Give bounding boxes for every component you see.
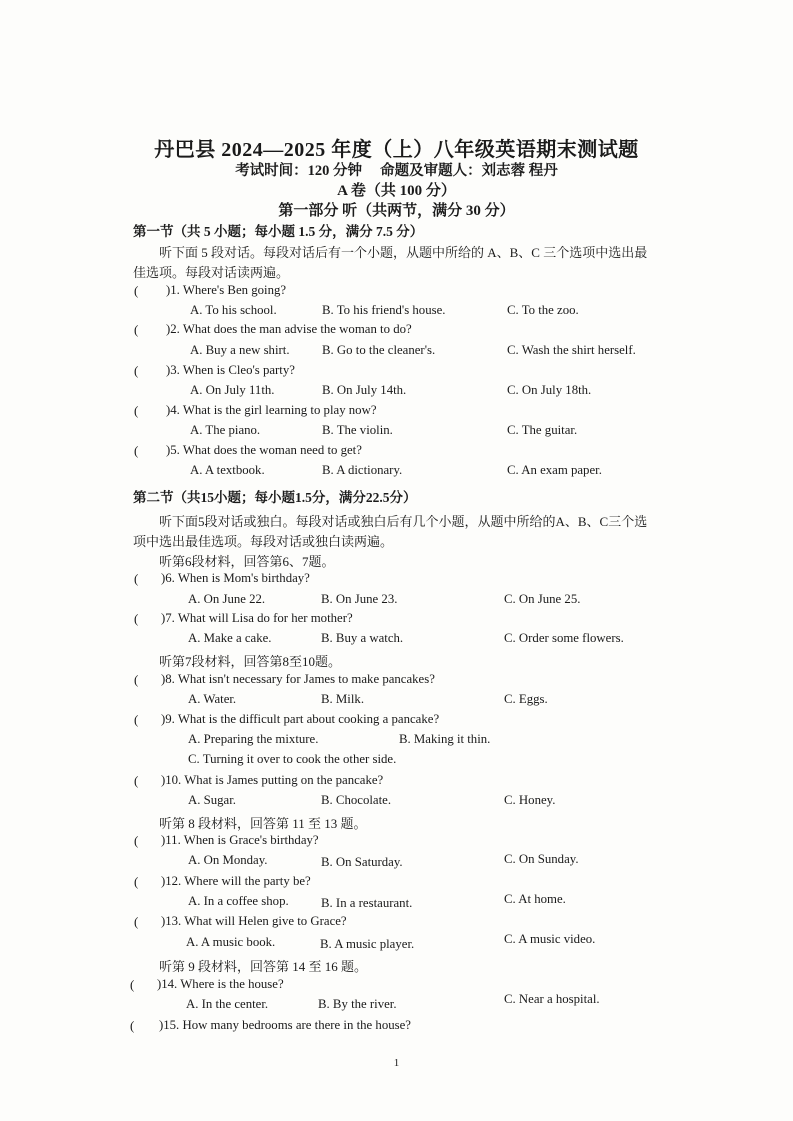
option-c: C. On Sunday. bbox=[504, 852, 579, 866]
question-stem: )10. What is James putting on the pancake? bbox=[161, 773, 384, 787]
answer-paren: ( bbox=[130, 1018, 135, 1033]
question-stem: )7. What will Lisa do for her mother? bbox=[161, 611, 353, 625]
option-c: C. A music video. bbox=[504, 932, 596, 946]
answer-paren: ( bbox=[134, 571, 139, 586]
option-b: B. A music player. bbox=[320, 937, 415, 951]
answer-paren: ( bbox=[134, 874, 139, 889]
section1-heading: 第一节（共 5 小题；每小题 1.5 分，满分 7.5 分） bbox=[133, 224, 424, 239]
exam-title: 丹巴县 2024—2025 年度（上）八年级英语期末测试题 bbox=[154, 139, 639, 161]
option-b: B. The violin. bbox=[322, 423, 393, 437]
option-a: A. Water. bbox=[188, 692, 237, 706]
option-c: C. Near a hospital. bbox=[504, 992, 600, 1006]
option-c: C. To the zoo. bbox=[507, 303, 579, 317]
option-c: C. The guitar. bbox=[507, 423, 578, 437]
option-c: C. Honey. bbox=[504, 793, 556, 807]
question-stem: )8. What isn't necessary for James to make pancakes? bbox=[161, 672, 435, 686]
option-a: A. Sugar. bbox=[188, 793, 236, 807]
group-instruction: 听第6段材料，回答第6、7题。 bbox=[159, 554, 335, 569]
answer-paren: ( bbox=[134, 363, 139, 378]
option-a: A. A textbook. bbox=[190, 463, 265, 477]
answer-paren: ( bbox=[134, 712, 139, 727]
section1-instruction-line1: 听下面 5 段对话。每段对话后有一个小题，从题中所给的 A、B、C 三个选项中选出最 bbox=[159, 245, 648, 260]
option-c: C. Turning it over to cook the other side. bbox=[188, 752, 397, 766]
option-b: B. Making it thin. bbox=[399, 732, 491, 746]
option-a: A. In the center. bbox=[186, 997, 269, 1011]
question-stem: )15. How many bedrooms are there in the house? bbox=[159, 1018, 411, 1032]
option-b: B. Milk. bbox=[321, 692, 365, 706]
option-b: B. On June 23. bbox=[321, 592, 398, 606]
option-c: C. Eggs. bbox=[504, 692, 548, 706]
option-b: B. A dictionary. bbox=[322, 463, 403, 477]
option-a: A. On June 22. bbox=[188, 592, 266, 606]
answer-paren: ( bbox=[134, 611, 139, 626]
option-a: A. On July 11th. bbox=[190, 383, 275, 397]
option-a: A. To his school. bbox=[190, 303, 277, 317]
question-stem: )13. What will Helen give to Grace? bbox=[161, 914, 347, 928]
question-stem: )2. What does the man advise the woman to do? bbox=[166, 322, 412, 336]
question-stem: )12. Where will the party be? bbox=[161, 874, 311, 888]
option-c: C. At home. bbox=[504, 892, 566, 906]
question-stem: )5. What does the woman need to get? bbox=[166, 443, 362, 457]
option-b: B. Go to the cleaner's. bbox=[322, 343, 436, 357]
option-a: A. Make a cake. bbox=[188, 631, 272, 645]
option-b: B. Buy a watch. bbox=[321, 631, 404, 645]
section1-instruction-line2: 佳选项。每段对话读两遍。 bbox=[133, 265, 290, 280]
answer-paren: ( bbox=[134, 914, 139, 929]
question-stem: )4. What is the girl learning to play now? bbox=[166, 403, 377, 417]
option-c: C. Order some flowers. bbox=[504, 631, 624, 645]
question-stem: )14. Where is the house? bbox=[157, 977, 284, 991]
answer-paren: ( bbox=[134, 833, 139, 848]
section2-instruction-line2: 项中选出最佳选项。每段对话或独白读两遍。 bbox=[133, 534, 394, 549]
option-a: A. In a coffee shop. bbox=[188, 894, 289, 908]
group-instruction: 听第7段材料，回答第8至10题。 bbox=[159, 654, 342, 669]
part-heading: 第一部分 听（共两节，满分 30 分） bbox=[278, 203, 515, 219]
option-b: B. By the river. bbox=[318, 997, 397, 1011]
section2-instruction-line1: 听下面5段对话或独白。每段对话或独白后有几个小题，从题中所给的A、B、C三个选 bbox=[159, 514, 648, 529]
option-b: B. To his friend's house. bbox=[322, 303, 446, 317]
option-a: A. Preparing the mixture. bbox=[188, 732, 319, 746]
answer-paren: ( bbox=[134, 773, 139, 788]
section2-heading: 第二节（共15小题；每小题1.5分，满分22.5分） bbox=[133, 490, 417, 505]
answer-paren: ( bbox=[130, 977, 135, 992]
option-c: C. An exam paper. bbox=[507, 463, 602, 477]
question-stem: )1. Where's Ben going? bbox=[166, 283, 287, 297]
option-b: B. Chocolate. bbox=[321, 793, 392, 807]
exam-info: 考试时间：120 分钟 命题及审题人：刘志蓉 程丹 bbox=[235, 163, 558, 179]
page-number: 1 bbox=[393, 1057, 400, 1069]
group-instruction: 听第 9 段材料，回答第 14 至 16 题。 bbox=[159, 959, 368, 974]
answer-paren: ( bbox=[134, 672, 139, 687]
option-a: A. Buy a new shirt. bbox=[190, 343, 290, 357]
group-instruction: 听第 8 段材料，回答第 11 至 13 题。 bbox=[159, 816, 367, 831]
option-b: B. On Saturday. bbox=[321, 855, 403, 869]
option-a: A. On Monday. bbox=[188, 853, 268, 867]
question-stem: )9. What is the difficult part about cooking a pancake? bbox=[161, 712, 440, 726]
answer-paren: ( bbox=[134, 322, 139, 337]
question-stem: )11. When is Grace's birthday? bbox=[161, 833, 319, 847]
answer-paren: ( bbox=[134, 283, 139, 298]
paper-label: A 卷（共 100 分） bbox=[337, 183, 456, 199]
option-b: B. On July 14th. bbox=[322, 383, 407, 397]
answer-paren: ( bbox=[134, 403, 139, 418]
option-c: C. On July 18th. bbox=[507, 383, 592, 397]
option-b: B. In a restaurant. bbox=[321, 896, 413, 910]
question-stem: )3. When is Cleo's party? bbox=[166, 363, 295, 377]
option-a: A. The piano. bbox=[190, 423, 261, 437]
answer-paren: ( bbox=[134, 443, 139, 458]
option-c: C. On June 25. bbox=[504, 592, 581, 606]
question-stem: )6. When is Mom's birthday? bbox=[161, 571, 310, 585]
option-c: C. Wash the shirt herself. bbox=[507, 343, 636, 357]
option-a: A. A music book. bbox=[186, 935, 276, 949]
